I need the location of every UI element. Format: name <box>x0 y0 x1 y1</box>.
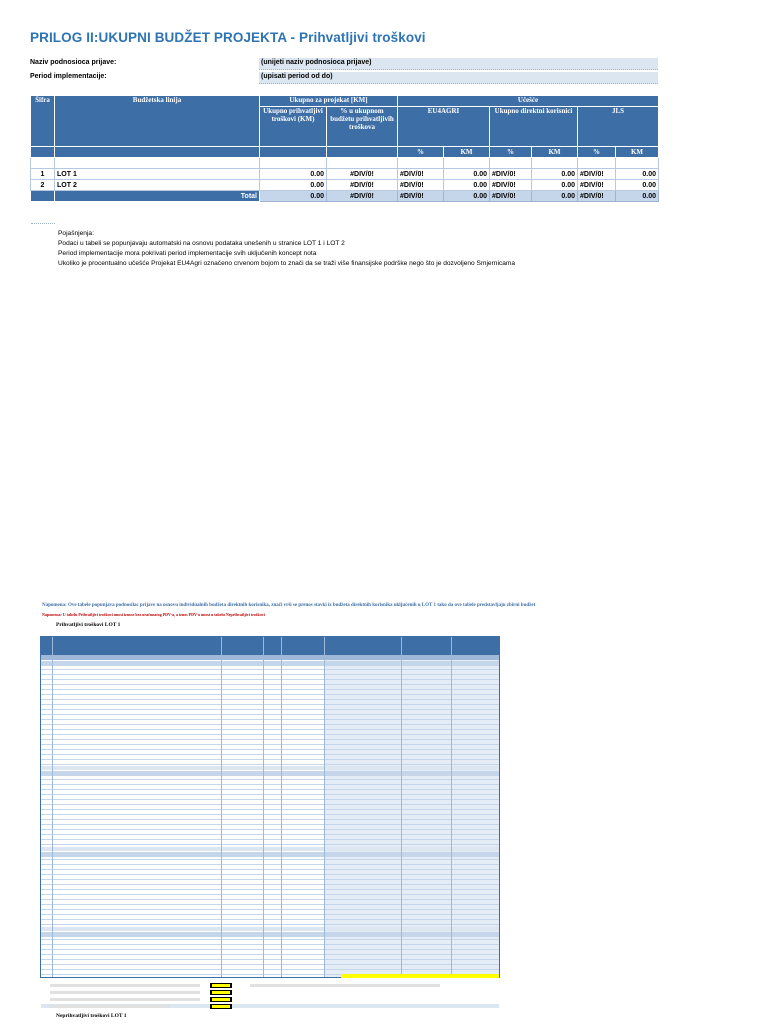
header-total-group: Ukupno za projekat [KM] <box>260 96 398 107</box>
notes-line: Ukoliko je procentualno učešće Projekat EU4Agri označeno crvenom bojom to znači da se traži više finansijske podrške nego što je dozvoljeno Smjernicama <box>58 260 516 267</box>
total-row <box>31 191 659 202</box>
row-code: 1 <box>31 169 55 180</box>
header-direct-beneficiaries: Ukupno direktni korisnici <box>490 107 578 147</box>
total-jls-km: 0.00 <box>616 191 659 202</box>
row-dir-km: 0.00 <box>532 180 578 191</box>
header-contributions: Učešće <box>398 96 659 107</box>
header-percent-eligible: % u ukupnom budžetu prihvatljivih troškova <box>327 107 398 147</box>
row-jls-km: 0.00 <box>616 180 659 191</box>
row-total: 0.00 <box>260 169 327 180</box>
jls-km-header: KM <box>616 147 659 158</box>
row-eu-km: 0.00 <box>444 169 490 180</box>
thumbnail-table <box>40 636 500 978</box>
total-eu-km: 0.00 <box>444 191 490 202</box>
row-dir-km: 0.00 <box>532 169 578 180</box>
row-code: 2 <box>31 180 55 191</box>
total-sum: 0.00 <box>260 191 327 202</box>
row-eu-km: 0.00 <box>444 180 490 191</box>
row-jls-pct: #DIV/0! <box>578 169 616 180</box>
notes-block <box>58 229 515 269</box>
direct-pct-header: % <box>490 147 532 158</box>
table-row <box>31 180 659 191</box>
header-total-eligible: Ukupno prihvatljivi troškovi (KM) <box>260 107 327 147</box>
thumbnail-subtitle: Prihvatljivi troškovi LOT 1 <box>56 622 121 628</box>
header-eu4agri: EU4AGRI <box>398 107 490 147</box>
row-pct-total: #DIV/0! <box>327 169 398 180</box>
direct-km-header: KM <box>532 147 578 158</box>
total-dir-pct: #DIV/0! <box>490 191 532 202</box>
row-jls-km: 0.00 <box>616 169 659 180</box>
thumbnail-warning-2: Napomena: U tabelu Prihvatljivi troškovi unosi iznose bez uračunatog PDV-a, a iznos PDV-a unosi u tabelu Neprihvatljivi troškovi <box>42 612 265 617</box>
applicant-value: (unijeti naziv podnosioca prijave) <box>261 59 372 66</box>
notes-heading: Pojašnjenja: <box>58 230 94 237</box>
row-total: 0.00 <box>260 180 327 191</box>
applicant-label: Naziv podnosioca prijave: <box>30 59 117 66</box>
eu-pct-header: % <box>398 147 444 158</box>
row-name: LOT 2 <box>55 180 260 191</box>
row-pct-total: #DIV/0! <box>327 180 398 191</box>
page-title: PRILOG II:UKUPNI BUDŽET PROJEKTA - Prihvatljivi troškovi <box>30 30 426 45</box>
applicant-row <box>30 58 658 69</box>
row-jls-pct: #DIV/0! <box>578 180 616 191</box>
thumbnail-footer: Neprihvatljivi troškovi LOT 1 <box>56 1013 127 1019</box>
period-row <box>30 72 658 83</box>
total-eu-pct: #DIV/0! <box>398 191 444 202</box>
period-label: Period implementacije: <box>30 73 107 80</box>
period-value: (upisati period od do) <box>261 73 333 80</box>
thumbnail-warning-1: Napomena: Ove tabele popunjava podnosilac prijave na osnovu individualnih budžeta direktnih korisnika, znači vrši se prenos stavki iz budžeta direktnih korisnika uključenih u LOT 1 tako da ove tabele predstavljaju zbirni budžet <box>42 603 536 608</box>
eu-km-header: KM <box>444 147 490 158</box>
period-field[interactable] <box>259 72 658 84</box>
jls-pct-header: % <box>578 147 616 158</box>
total-dir-km: 0.00 <box>532 191 578 202</box>
row-eu-pct: #DIV/0! <box>398 169 444 180</box>
header-budget-line: Budžetska linija <box>55 96 260 147</box>
header-jls: JLS <box>578 107 659 147</box>
row-dir-pct: #DIV/0! <box>490 180 532 191</box>
applicant-field[interactable] <box>259 58 658 70</box>
header-sifra: Šifra <box>31 96 55 147</box>
notes-line: Podaci u tabeli se popunjavaju automatski na osnovu podataka unešenih u stranice LOT 1 i LOT 2 <box>58 240 345 247</box>
lot1-sheet-thumbnail <box>30 600 690 1020</box>
total-label: Total <box>55 191 260 202</box>
total-pct: #DIV/0! <box>327 191 398 202</box>
total-jls-pct: #DIV/0! <box>578 191 616 202</box>
row-eu-pct: #DIV/0! <box>398 180 444 191</box>
notes-line: Period implementacije mora pokrivati period implementacije svih uključenih koncept nota <box>58 250 317 257</box>
table-row <box>31 169 659 180</box>
row-name: LOT 1 <box>55 169 260 180</box>
row-dir-pct: #DIV/0! <box>490 169 532 180</box>
budget-table <box>30 95 659 224</box>
